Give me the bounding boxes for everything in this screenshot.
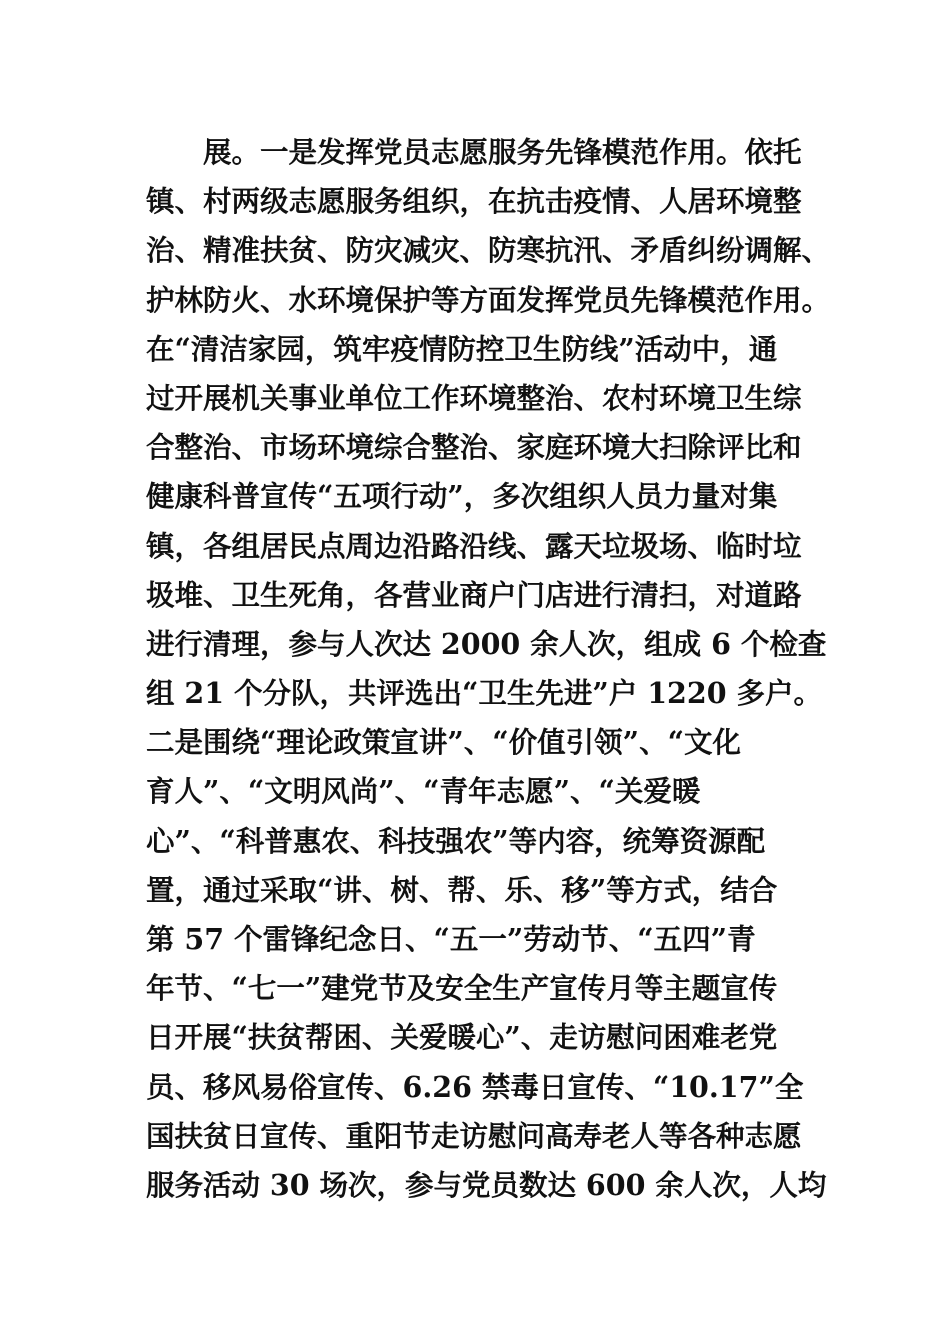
text-line: 日开展“扶贫帮困、关爱暖心”、走访慰问困难老党 <box>146 1020 778 1055</box>
text-line: 二是围绕“理论政策宣讲”、“价值引领”、“文化 <box>146 725 741 760</box>
text-line: 展。一是发挥党员志愿服务先锋模范作用。依托 <box>203 135 802 169</box>
text-line: 置，通过采取“讲、树、帮、乐、移”等方式，结合 <box>146 872 778 907</box>
text-line: 国扶贫日宣传、重阳节走访慰问高寿老人等各种志愿 <box>146 1118 802 1153</box>
text-line: 组 21 个分队，共评选出“卫生先进”户 1220 多户。 <box>146 676 822 711</box>
text-line: 进行清理，参与人次达 2000 余人次，组成 6 个检查 <box>146 626 827 661</box>
text-line: 育人”、“文明风尚”、“青年志愿”、“关爱暖 <box>146 774 701 809</box>
text-line: 心”、“科普惠农、科技强农”等内容，统筹资源配 <box>146 823 766 858</box>
text-line: 年节、“七一”建党节及安全生产宣传月等主题宣传 <box>146 971 778 1006</box>
text-line: 员、移风易俗宣传、6.26 禁毒日宣传、“10.17”全 <box>146 1069 804 1104</box>
text-line: 治、精准扶贫、防灾减灾、防寒抗汛、矛盾纠纷调解、 <box>146 233 831 268</box>
text-line: 护林防火、水环境保护等方面发挥党员先锋模范作用。 <box>146 282 831 317</box>
text-line: 合整治、市场环境综合整治、家庭环境大扫除评比和 <box>146 430 802 465</box>
text-line: 第 57 个雷锋纪念日、“五一”劳动节、“五四”青 <box>146 922 756 956</box>
text-line: 过开展机关事业单位工作环境整治、农村环境卫生综 <box>146 380 802 415</box>
body-text <box>146 128 836 1210</box>
text-line: 圾堆、卫生死角，各营业商户门店进行清扫，对道路 <box>146 577 802 612</box>
text-line: 在“清洁家园，筑牢疫情防控卫生防线”活动中，通 <box>146 331 778 366</box>
text-line: 镇，各组居民点周边沿路沿线、露天垃圾场、临时垃 <box>146 528 802 563</box>
text-line: 镇、村两级志愿服务组织，在抗击疫情、人居环境整 <box>146 184 802 219</box>
text-line: 健康科普宣传“五项行动”，多次组织人员力量对集 <box>146 479 778 514</box>
text-line: 服务活动 30 场次，参与党员数达 600 余人次，人均 <box>146 1167 827 1202</box>
